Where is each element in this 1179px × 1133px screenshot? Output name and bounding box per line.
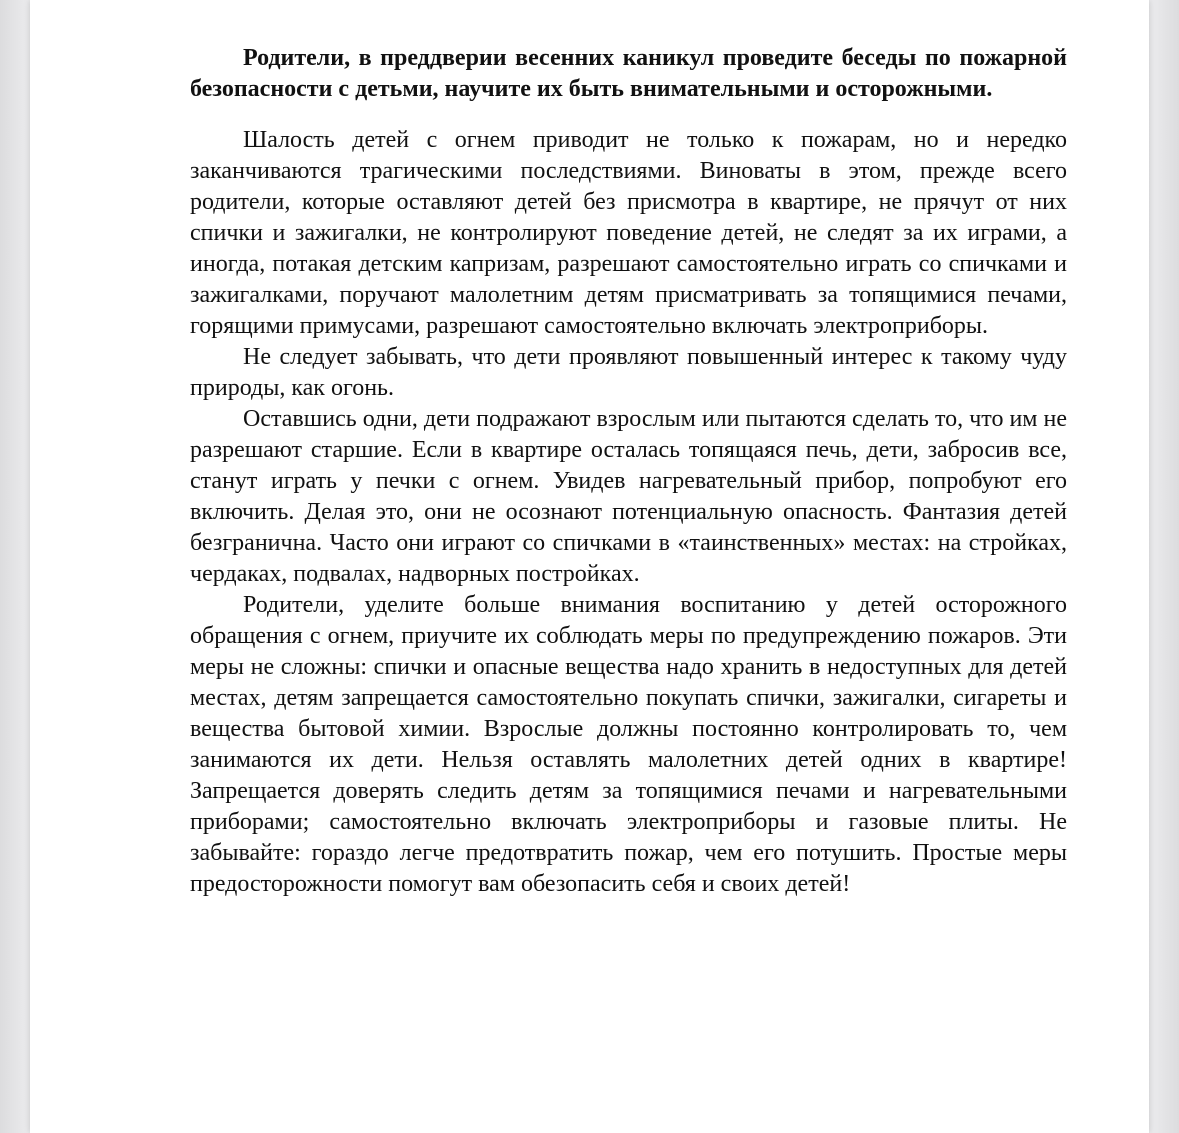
paragraph-2: Не следует забывать, что дети проявляют повышенный интерес к такому чуду природы, как огонь. bbox=[190, 344, 1067, 401]
paragraph-3: Оставшись одни, дети подражают взрослым или пытаются сделать то, что им не разрешают старшие. Если в квартире осталась топящаяся печь, дети, забросив все, станут играть у печки с огнем. Увидев нагревательный прибор, попробуют его включить. Делая это, они не осознают потенциальную опасность. Фантазия детей безгранична. Часто они играют со спичками в «таинственных» местах: на стройках, чердаках, подвалах, надворных постройках. bbox=[190, 406, 1067, 587]
paragraph-4: Родители, уделите больше внимания воспитанию у детей осторожного обращения с огнем, приучите их соблюдать меры по предупреждению пожаров. Эти меры не сложны: спички и опасные вещества надо хранить в недоступных для детей местах, детям запрещается самостоятельно покупать спички, зажигалки, сигареты и вещества бытовой химии. Взрослые должны постоянно контролировать то, чем занимаются их дети. Нельзя оставлять малолетних детей одних в квартире! Запрещается доверять следить детям за топящимися печами и нагревательными приборами; самостоятельно включать электроприборы и газовые плиты. Не забывайте: гораздо легче предотвратить пожар, чем его потушить. Простые меры предосторожности помогут вам обезопасить себя и своих детей! bbox=[190, 592, 1067, 897]
document-page bbox=[30, 0, 1149, 1133]
page-content bbox=[190, 43, 1067, 900]
paragraph-1: Шалость детей с огнем приводит не только к пожарам, но и нередко заканчиваются трагическими последствиями. Виноваты в этом, прежде всего родители, которые оставляют детей без присмотра в квартире, не прячут от них спички и зажигалки, не контролируют поведение детей, не следят за их играми, а иногда, потакая детским капризам, разрешают самостоятельно играть со спичками и зажигалками, поручают малолетним детям присматривать за топящимися печами, горящими примусами, разрешают самостоятельно включать электроприборы. bbox=[190, 127, 1067, 339]
document-heading: Родители, в преддверии весенних каникул проведите беседы по пожарной безопасности с детьми, научите их быть внимательными и осторожными. bbox=[190, 45, 1067, 102]
